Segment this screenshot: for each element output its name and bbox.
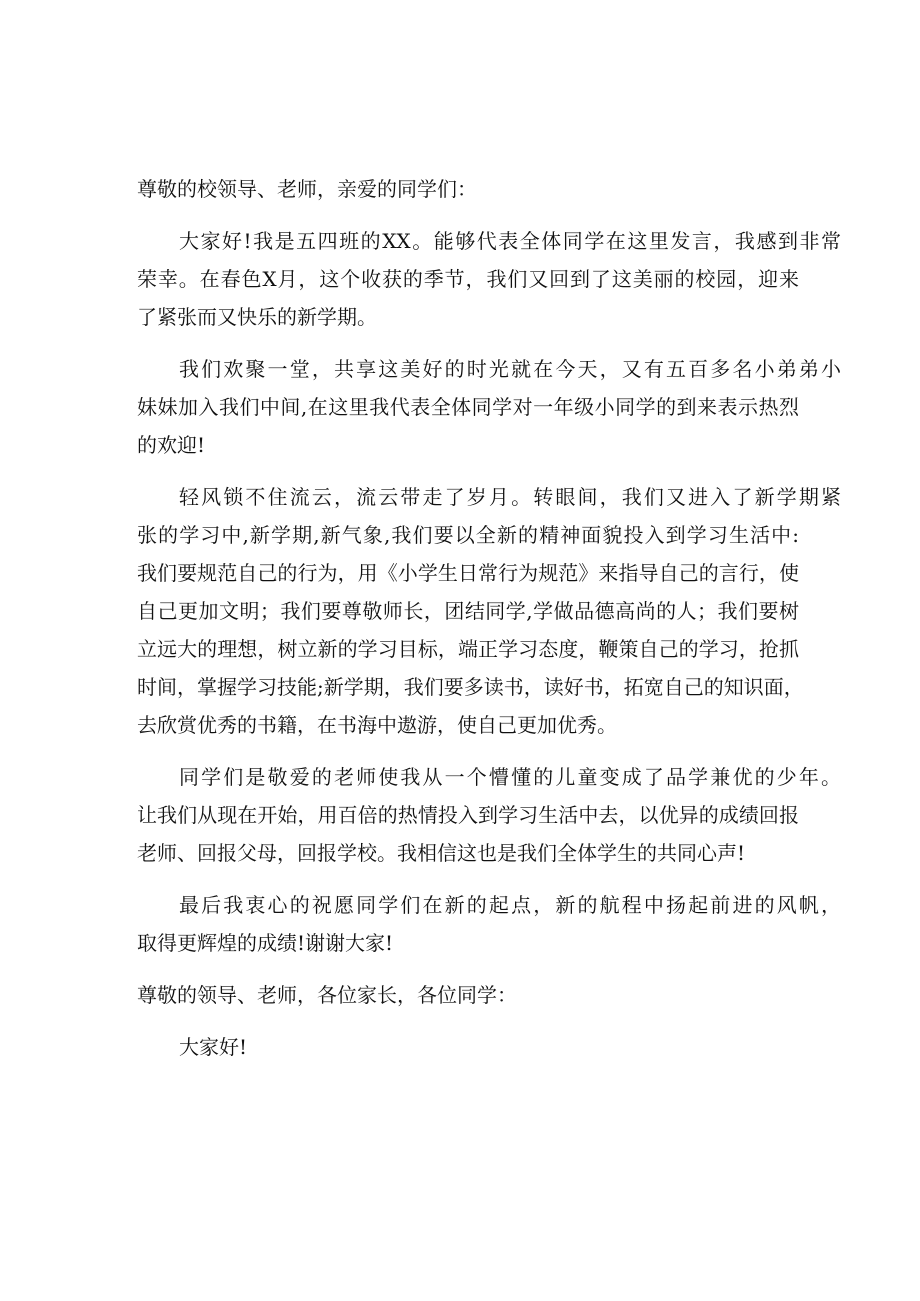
paragraph-line: 了紧张而又快乐的新学期。 — [137, 305, 377, 329]
paragraph-line: 轻风锁不住流云，流云带走了岁月。转眼间，我们又进入了新学期紧 — [179, 485, 841, 509]
paragraph-line: 最后我衷心的祝愿同学们在新的起点，新的航程中扬起前进的风帆， — [179, 893, 841, 917]
paragraph-line: 自己更加文明；我们要尊敬师长，团结同学,学做品德高尚的人；我们要树 — [137, 599, 799, 623]
paragraph-line: 张的学习中,新学期,新气象,我们要以全新的精神面貌投入到学习生活中: — [137, 523, 799, 547]
paragraph-3 — [137, 478, 841, 744]
greeting-2: 大家好! — [179, 1035, 248, 1059]
paragraph-line: 让我们从现在开始，用百倍的热情投入到学习生活中去，以优异的成绩回报 — [137, 803, 799, 827]
paragraph-4 — [137, 758, 841, 872]
paragraph-line: 老师、回报父母，回报学校。我相信这也是我们全体学生的共同心声! — [137, 841, 746, 865]
paragraph-5 — [137, 886, 841, 962]
paragraph-line: 立远大的理想，树立新的学习目标，端正学习态度，鞭策自己的学习，抢抓 — [137, 637, 799, 661]
paragraph-line: 去欣赏优秀的书籍，在书海中遨游，使自己更加优秀。 — [137, 713, 617, 737]
paragraph-line: 我们要规范自己的行为，用《小学生日常行为规范》来指导自己的言行，使 — [137, 561, 799, 585]
paragraph-line: 同学们是敬爱的老师使我从一个懵懂的儿童变成了品学兼优的少年。 — [179, 765, 841, 789]
document-page — [137, 170, 841, 1066]
paragraph-line: 的欢迎! — [137, 433, 206, 457]
salutation-2: 尊敬的领导、老师，各位家长，各位同学： — [137, 983, 517, 1007]
paragraph-2 — [137, 350, 841, 464]
paragraph-line: 妹妹加入我们中间,在这里我代表全体同学对一年级小同学的到来表示热烈 — [137, 395, 799, 419]
salutation-1: 尊敬的校领导、老师，亲爱的同学们： — [137, 177, 477, 201]
paragraph-line: 取得更辉煌的成绩!谢谢大家! — [137, 931, 394, 955]
paragraph-line: 我们欢聚一堂，共享这美好的时光就在今天，又有五百多名小弟弟小 — [179, 357, 841, 381]
paragraph-line: 时间，掌握学习技能;新学期，我们要多读书，读好书，拓宽自己的知识面， — [137, 675, 804, 699]
paragraph-line: 大家好!我是五四班的XX。能够代表全体同学在这里发言，我感到非常 — [179, 229, 841, 253]
paragraph-1 — [137, 222, 841, 336]
paragraph-line: 荣幸。在春色X月，这个收获的季节，我们又回到了这美丽的校园，迎来 — [137, 267, 799, 291]
